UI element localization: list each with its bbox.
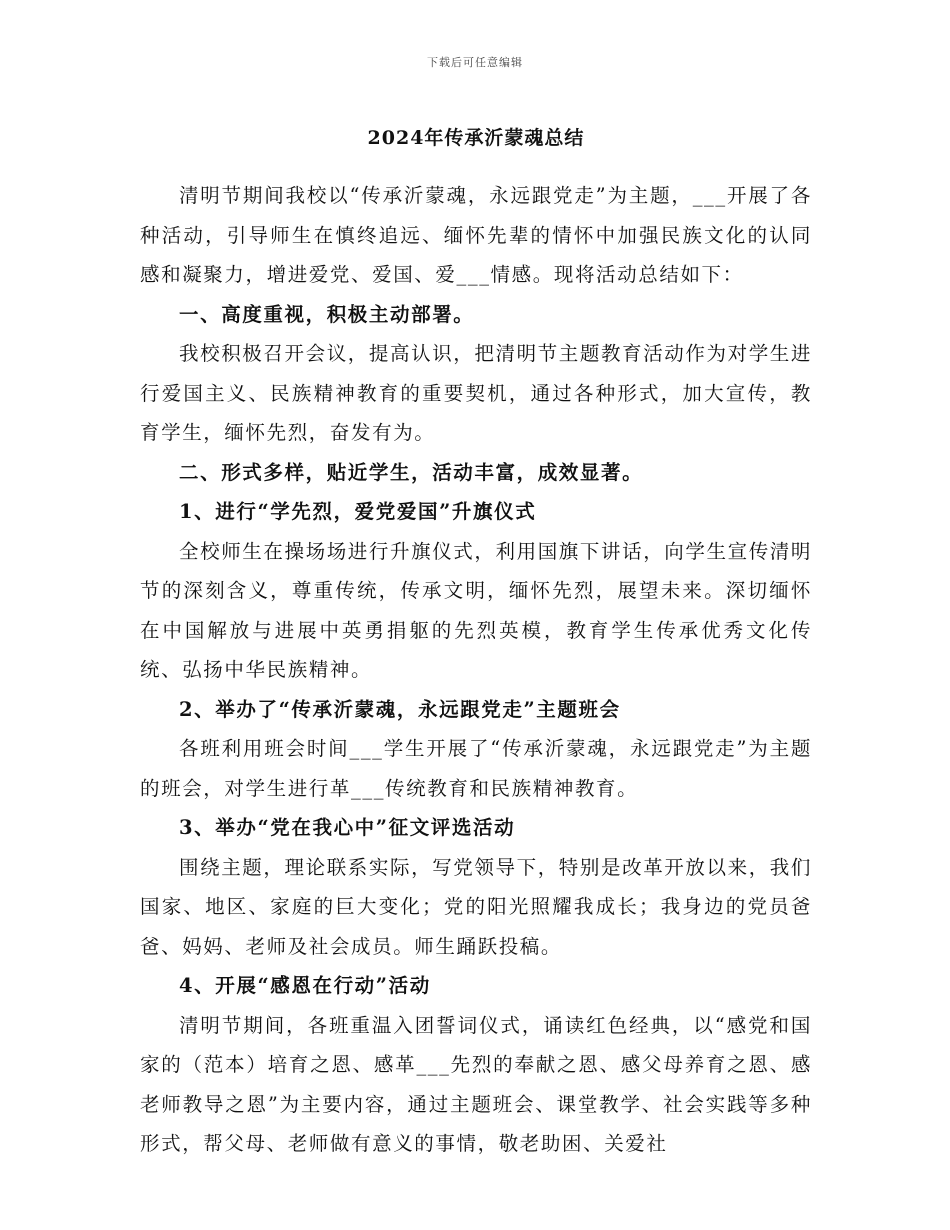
heading-item-3: 3、举办“党在我心中”征文评选活动: [179, 816, 516, 839]
heading-section-1: 一、高度重视，积极主动部署。: [179, 302, 475, 326]
heading-section-2: 二、形式多样，贴近学生，活动丰富，成效显著。: [179, 460, 644, 484]
paragraph-section-1: 我校积极召开会议，提高认识，把清明节主题教育活动作为对学生进行爱国主义、民族精神教育的重要契机，通过各种形式，加大宣传，教育学生，缅怀先烈，奋发有为。: [140, 342, 813, 444]
document-title: 2024年传承沂蒙魂总结: [367, 127, 585, 149]
document-body: [140, 118, 812, 1164]
heading-item-2: 2、举办了“传承沂蒙魂，永远跟党走”主题班会: [179, 697, 621, 721]
paragraph-item-4: 清明节期间，各班重温入团誓词仪式，诵读红色经典，以“感党和国家的（范本）培育之恩、感革___先烈的奉献之恩、感父母养育之恩、感老师教导之恩”为主要内容，通过主题班会、课堂教学、社会实践等多种形式，帮父母、老师做有意义的事情，敬老助困、关爱社: [140, 1013, 812, 1155]
heading-item-1: 1、进行“学先烈，爱党爱国”升旗仪式: [179, 500, 537, 523]
header-note: 下载后可任意编辑: [427, 56, 523, 69]
paragraph-item-2: 各班利用班会时间___学生开展了“传承沂蒙魂，永远跟党走”为主题的班会，对学生进行革___传统教育和民族精神教育。: [140, 737, 812, 800]
paragraph-item-1: 全校师生在操场场进行升旗仪式，利用国旗下讲话，向学生宣传清明节的深刻含义，尊重传统，传承文明，缅怀先烈，展望未来。深切缅怀在中国解放与进展中英勇捐躯的先烈英模，教育学生传承优秀文化传统、弘扬中华民族精神。: [140, 539, 813, 681]
heading-item-4: 4、开展“感恩在行动”活动: [179, 974, 431, 997]
paragraph-intro: 清明节期间我校以“传承沂蒙魂，永远跟党走”为主题，___开展了各种活动，引导师生在慎终追远、缅怀先辈的情怀中加强民族文化的认同感和凝聚力，增进爱党、爱国、爱___情感。现将活动总结如下：: [140, 184, 812, 286]
paragraph-item-3: 围绕主题，理论联系实际，写党领导下，特别是改革开放以来，我们国家、地区、家庭的巨大变化；党的阳光照耀我成长；我身边的党员爸爸、妈妈、老师及社会成员。师生踊跃投稿。: [140, 855, 813, 958]
